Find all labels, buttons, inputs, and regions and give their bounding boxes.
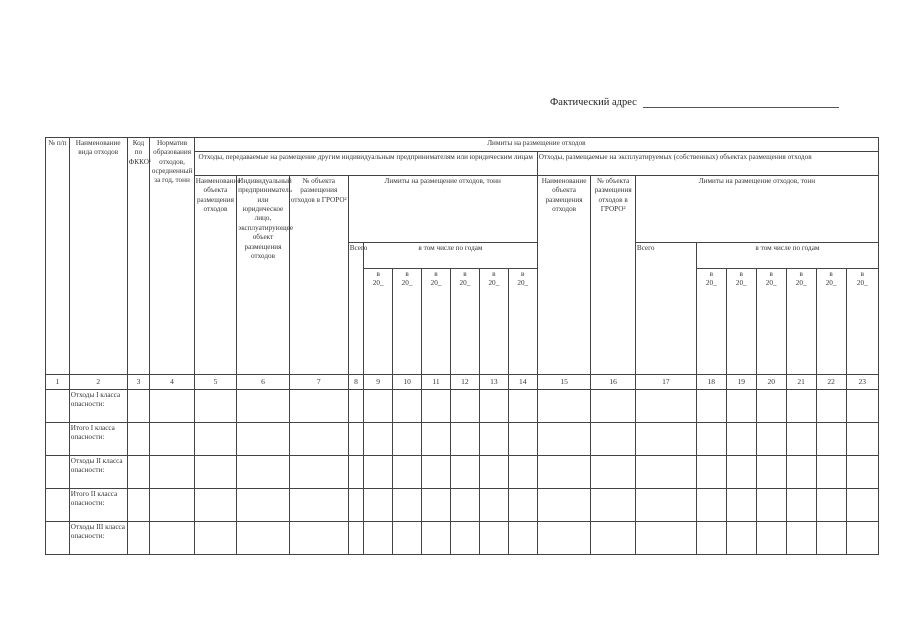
column-number: 19: [726, 375, 756, 390]
table-cell[interactable]: [816, 521, 846, 554]
header-a-year-4: в 20_: [450, 269, 479, 375]
address-label: Фактический адрес: [550, 97, 637, 108]
header-a-year-3: в 20_: [422, 269, 451, 375]
table-row: [46, 389, 879, 422]
table-cell[interactable]: [194, 422, 236, 455]
header-a-total: Всего: [348, 243, 363, 375]
table-cell[interactable]: [237, 389, 290, 422]
table-cell[interactable]: [756, 422, 786, 455]
row-label: Итого I класса опасности:: [69, 422, 127, 455]
table-cell[interactable]: [537, 488, 591, 521]
table-cell[interactable]: [756, 521, 786, 554]
table-cell[interactable]: [591, 389, 635, 422]
table-cell[interactable]: [348, 455, 363, 488]
table-cell[interactable]: [422, 455, 451, 488]
table-cell[interactable]: [537, 422, 591, 455]
column-number: 21: [786, 375, 816, 390]
table-cell[interactable]: [726, 455, 756, 488]
table-cell[interactable]: [289, 521, 348, 554]
table-cell[interactable]: [696, 455, 726, 488]
table-cell[interactable]: [726, 389, 756, 422]
column-number: 10: [393, 375, 422, 390]
header-limits: Лимиты на размещение отходов: [194, 138, 878, 152]
column-number: 22: [816, 375, 846, 390]
header-a-object-name: Наименование объекта размещения отходов: [194, 176, 236, 375]
address-line: [550, 96, 839, 108]
column-number: 7: [289, 375, 348, 390]
header-b-total: Всего: [635, 243, 696, 375]
table-cell[interactable]: [194, 389, 236, 422]
table-cell[interactable]: [127, 455, 150, 488]
table-cell[interactable]: [450, 389, 479, 422]
table-cell[interactable]: [479, 422, 508, 455]
header-a-year-2: в 20_: [393, 269, 422, 375]
table-cell[interactable]: [289, 389, 348, 422]
header-b-object-no: № объекта размещения отходов в ГРОРО²: [591, 176, 635, 375]
table-cell[interactable]: [393, 422, 422, 455]
table-cell[interactable]: [591, 521, 635, 554]
table-cell[interactable]: [46, 389, 70, 422]
table-cell[interactable]: [422, 488, 451, 521]
table-cell[interactable]: [635, 455, 696, 488]
header-norm: Норматив образования отходов, осредненный за год, тонн: [150, 138, 194, 375]
header-a-year-1: в 20_: [364, 269, 393, 375]
header-b-year-6: в 20_: [846, 269, 878, 375]
table-cell[interactable]: [537, 455, 591, 488]
table-cell[interactable]: [537, 521, 591, 554]
header-a-limits: Лимиты на размещение отходов, тонн: [348, 176, 537, 243]
table-cell[interactable]: [237, 422, 290, 455]
table-cell[interactable]: [696, 488, 726, 521]
table-cell[interactable]: [46, 455, 70, 488]
table-cell[interactable]: [816, 389, 846, 422]
table-cell[interactable]: [696, 422, 726, 455]
table-row: [46, 521, 879, 554]
table-cell[interactable]: [150, 521, 194, 554]
table-cell[interactable]: [756, 455, 786, 488]
header-num: № п/п: [46, 138, 70, 375]
table-cell[interactable]: [194, 521, 236, 554]
table-cell[interactable]: [364, 389, 393, 422]
table-cell[interactable]: [364, 455, 393, 488]
table-cell[interactable]: [635, 521, 696, 554]
table-cell[interactable]: [846, 422, 878, 455]
column-number: 20: [756, 375, 786, 390]
table-cell[interactable]: [150, 389, 194, 422]
header-b-object-name: Наименование объекта размещения отходов: [537, 176, 591, 375]
column-number: 16: [591, 375, 635, 390]
table-cell[interactable]: [635, 488, 696, 521]
table-cell[interactable]: [393, 455, 422, 488]
table-cell[interactable]: [237, 488, 290, 521]
header-b-year-5: в 20_: [816, 269, 846, 375]
table-cell[interactable]: [786, 488, 816, 521]
table-cell[interactable]: [450, 521, 479, 554]
header-a-by-years: в том числе по годам: [364, 243, 538, 269]
column-number: 4: [150, 375, 194, 390]
table-cell[interactable]: [393, 389, 422, 422]
table-cell[interactable]: [237, 455, 290, 488]
table-cell[interactable]: [348, 422, 363, 455]
header-a-year-6: в 20_: [508, 269, 537, 375]
table-cell[interactable]: [289, 455, 348, 488]
table-cell[interactable]: [726, 488, 756, 521]
column-number: 1: [46, 375, 70, 390]
table-cell[interactable]: [479, 488, 508, 521]
table-cell[interactable]: [635, 389, 696, 422]
table-cell[interactable]: [508, 455, 537, 488]
column-number: 11: [422, 375, 451, 390]
header-a-year-5: в 20_: [479, 269, 508, 375]
column-number: 9: [364, 375, 393, 390]
column-number: 8: [348, 375, 363, 390]
table-cell[interactable]: [422, 521, 451, 554]
table-cell[interactable]: [127, 521, 150, 554]
table-cell[interactable]: [479, 389, 508, 422]
table-cell[interactable]: [508, 488, 537, 521]
row-label: Итого II класса опасности:: [69, 488, 127, 521]
table-cell[interactable]: [46, 422, 70, 455]
column-number: 13: [479, 375, 508, 390]
table-cell[interactable]: [508, 521, 537, 554]
table-cell[interactable]: [635, 422, 696, 455]
table-cell[interactable]: [422, 422, 451, 455]
table-cell[interactable]: [846, 488, 878, 521]
column-number: 14: [508, 375, 537, 390]
table-cell[interactable]: [508, 422, 537, 455]
header-b-limits: Лимиты на размещение отходов, тонн: [635, 176, 878, 243]
table-cell[interactable]: [756, 389, 786, 422]
column-number: 15: [537, 375, 591, 390]
table-cell[interactable]: [786, 422, 816, 455]
table-cell[interactable]: [150, 422, 194, 455]
table-cell[interactable]: [289, 488, 348, 521]
table-cell[interactable]: [422, 389, 451, 422]
table-cell[interactable]: [786, 455, 816, 488]
header-a-object-no: № объекта размещения отходов в ГРОРО²: [289, 176, 348, 375]
table-cell[interactable]: [786, 389, 816, 422]
header-b-by-years: в том числе по годам: [696, 243, 878, 269]
table-cell[interactable]: [537, 389, 591, 422]
table-cell[interactable]: [150, 488, 194, 521]
header-b-year-1: в 20_: [696, 269, 726, 375]
table-cell[interactable]: [726, 521, 756, 554]
column-number-row: [46, 375, 879, 390]
waste-limits-table: [45, 137, 879, 555]
table-cell[interactable]: [289, 422, 348, 455]
table-row: [46, 488, 879, 521]
table-cell[interactable]: [348, 488, 363, 521]
header-waste-name: Наименование вида отходов: [69, 138, 127, 375]
column-number: 5: [194, 375, 236, 390]
header-group-own: Отходы, размещаемые на эксплуатируемых (собственных) объектах размещения отходов: [537, 152, 878, 176]
table-cell[interactable]: [846, 455, 878, 488]
table-cell[interactable]: [393, 521, 422, 554]
table-cell[interactable]: [846, 389, 878, 422]
table-cell[interactable]: [127, 389, 150, 422]
row-label: Отходы I класса опасности:: [69, 389, 127, 422]
header-b-year-3: в 20_: [756, 269, 786, 375]
table-row: [46, 422, 879, 455]
table-cell[interactable]: [127, 422, 150, 455]
header-b-year-4: в 20_: [786, 269, 816, 375]
table-cell[interactable]: [393, 488, 422, 521]
table-cell[interactable]: [591, 455, 635, 488]
table-cell[interactable]: [450, 488, 479, 521]
header-b-year-2: в 20_: [726, 269, 756, 375]
column-number: 2: [69, 375, 127, 390]
table-cell[interactable]: [348, 521, 363, 554]
table-cell[interactable]: [364, 521, 393, 554]
table-cell[interactable]: [194, 488, 236, 521]
table-cell[interactable]: [127, 488, 150, 521]
table-cell[interactable]: [696, 389, 726, 422]
table-cell[interactable]: [696, 521, 726, 554]
table-cell[interactable]: [508, 389, 537, 422]
column-number: 3: [127, 375, 150, 390]
column-number: 18: [696, 375, 726, 390]
header-group-transferred: Отходы, передаваемые на размещение другим индивидуальным предпринимателям или юридическим лицам: [194, 152, 537, 176]
table-cell[interactable]: [479, 455, 508, 488]
table-cell[interactable]: [450, 455, 479, 488]
table-cell[interactable]: [348, 389, 363, 422]
table-cell[interactable]: [150, 455, 194, 488]
row-label: Отходы II класса опасности:: [69, 455, 127, 488]
column-number: 12: [450, 375, 479, 390]
table-cell[interactable]: [816, 488, 846, 521]
column-number: 17: [635, 375, 696, 390]
row-label: Отходы III класса опасности:: [69, 521, 127, 554]
table-cell[interactable]: [364, 422, 393, 455]
table-cell[interactable]: [591, 422, 635, 455]
header-fkko-code: Код по ФККО¹: [127, 138, 150, 375]
table-cell[interactable]: [816, 455, 846, 488]
header-a-entity: Индивидуальный предприниматель или юридическое лицо, эксплуатирующее объект размещения отходов: [237, 176, 290, 375]
table-cell[interactable]: [46, 521, 70, 554]
table-cell[interactable]: [194, 455, 236, 488]
table-cell[interactable]: [364, 488, 393, 521]
table-cell[interactable]: [726, 422, 756, 455]
table-cell[interactable]: [450, 422, 479, 455]
table-cell[interactable]: [786, 521, 816, 554]
column-number: 6: [237, 375, 290, 390]
table-cell[interactable]: [591, 488, 635, 521]
table-row: [46, 455, 879, 488]
table-cell[interactable]: [479, 521, 508, 554]
table-cell[interactable]: [756, 488, 786, 521]
address-input-line[interactable]: [643, 96, 839, 108]
column-number: 23: [846, 375, 878, 390]
table-cell[interactable]: [237, 521, 290, 554]
table-cell[interactable]: [816, 422, 846, 455]
table-cell[interactable]: [846, 521, 878, 554]
table-cell[interactable]: [46, 488, 70, 521]
